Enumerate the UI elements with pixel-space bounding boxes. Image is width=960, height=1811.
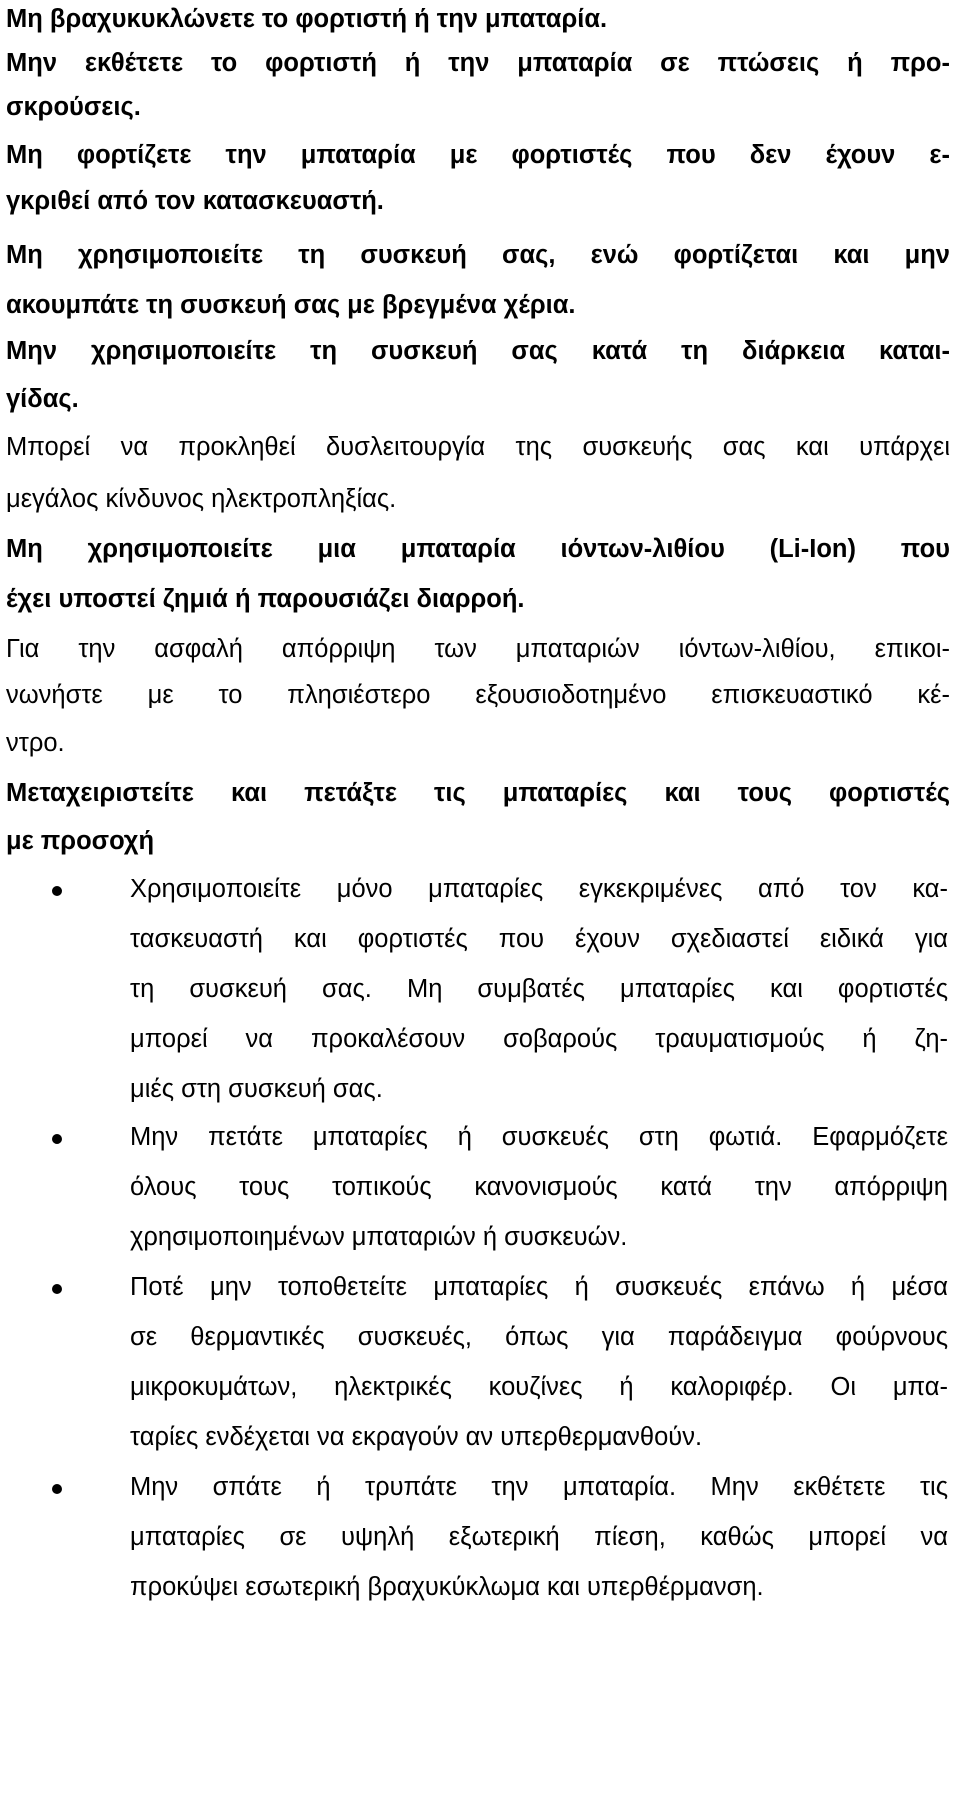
bullet-line: σε θερμαντικές συσκευές, όπως για παράδειγμα φούρνους [130, 1323, 948, 1351]
text-line: Μην χρησιμοποιείτε τη συσκευή σας κατά τη διάρκεια καται- [6, 337, 950, 365]
bullet-line: Ποτέ μην τοποθετείτε μπαταρίες ή συσκευές επάνω ή μέσα [130, 1273, 948, 1301]
text-line: γίδας. [6, 385, 79, 413]
bullet-line: Μην σπάτε ή τρυπάτε την μπαταρία. Μην εκθέτετε τις [130, 1473, 948, 1501]
bullet-dot-icon [52, 886, 62, 896]
text-line: σκρούσεις. [6, 93, 141, 121]
bullet-line: μπορεί να προκαλέσουν σοβαρούς τραυματισμούς ή ζη- [130, 1025, 948, 1053]
text-line: γκριθεί από τον κατασκευαστή. [6, 187, 384, 215]
bullet-line: Μην πετάτε μπαταρίες ή συσκευές στη φωτιά. Εφαρμόζετε [130, 1123, 948, 1151]
section-heading: με προσοχή [6, 827, 155, 855]
section-heading: Μεταχειριστείτε και πετάξτε τις μπαταρίες και τους φορτιστές [6, 779, 950, 807]
bullet-line: τασκευαστή και φορτιστές που έχουν σχεδιαστεί ειδικά για [130, 925, 948, 953]
text-line: Μη χρησιμοποιείτε τη συσκευή σας, ενώ φορτίζεται και μην [6, 241, 950, 269]
text-line: μεγάλος κίνδυνος ηλεκτροπληξίας. [6, 485, 397, 513]
bullet-line: μιές στη συσκευή σας. [130, 1075, 383, 1103]
bullet-line: Χρησιμοποιείτε μόνο μπαταρίες εγκεκριμένες από τον κα- [130, 875, 948, 903]
text-line: νωνήστε με το πλησιέστερο εξουσιοδοτημένο επισκευαστικό κέ- [6, 681, 950, 709]
bullet-dot-icon [52, 1134, 62, 1144]
bullet-line: χρησιμοποιημένων μπαταριών ή συσκευών. [130, 1223, 628, 1251]
text-line: Μη βραχυκυκλώνετε το φορτιστή ή την μπαταρία. [6, 5, 608, 33]
bullet-line: μπαταρίες σε υψηλή εξωτερική πίεση, καθώς μπορεί να [130, 1523, 948, 1551]
text-line: ακουμπάτε τη συσκευή σας με βρεγμένα χέρια. [6, 291, 576, 319]
bullet-line: μικροκυμάτων, ηλεκτρικές κουζίνες ή καλοριφέρ. Οι μπα- [130, 1373, 948, 1401]
text-line: Μη χρησιμοποιείτε μια μπαταρία ιόντων-λιθίου (Li-Ion) που [6, 535, 950, 563]
text-line: έχει υποστεί ζημιά ή παρουσιάζει διαρροή. [6, 585, 525, 613]
bullet-dot-icon [52, 1484, 62, 1494]
bullet-line: προκύψει εσωτερική βραχυκύκλωμα και υπερθέρμανση. [130, 1573, 764, 1601]
bullet-line: ταρίες ενδέχεται να εκραγούν αν υπερθερμανθούν. [130, 1423, 703, 1451]
text-line: Μη φορτίζετε την μπαταρία με φορτιστές που δεν έχουν ε- [6, 141, 950, 169]
text-line: Μην εκθέτετε το φορτιστή ή την μπαταρία σε πτώσεις ή προ- [6, 49, 950, 77]
bullet-line: όλους τους τοπικούς κανονισμούς κατά την απόρριψη [130, 1173, 948, 1201]
text-line: Για την ασφαλή απόρριψη των μπαταριών ιόντων-λιθίου, επικοι- [6, 635, 950, 663]
text-line: Μπορεί να προκληθεί δυσλειτουργία της συσκευής σας και υπάρχει [6, 433, 950, 461]
text-line: ντρο. [6, 729, 65, 757]
bullet-dot-icon [52, 1284, 62, 1294]
bullet-line: τη συσκευή σας. Μη συμβατές μπαταρίες και φορτιστές [130, 975, 948, 1003]
